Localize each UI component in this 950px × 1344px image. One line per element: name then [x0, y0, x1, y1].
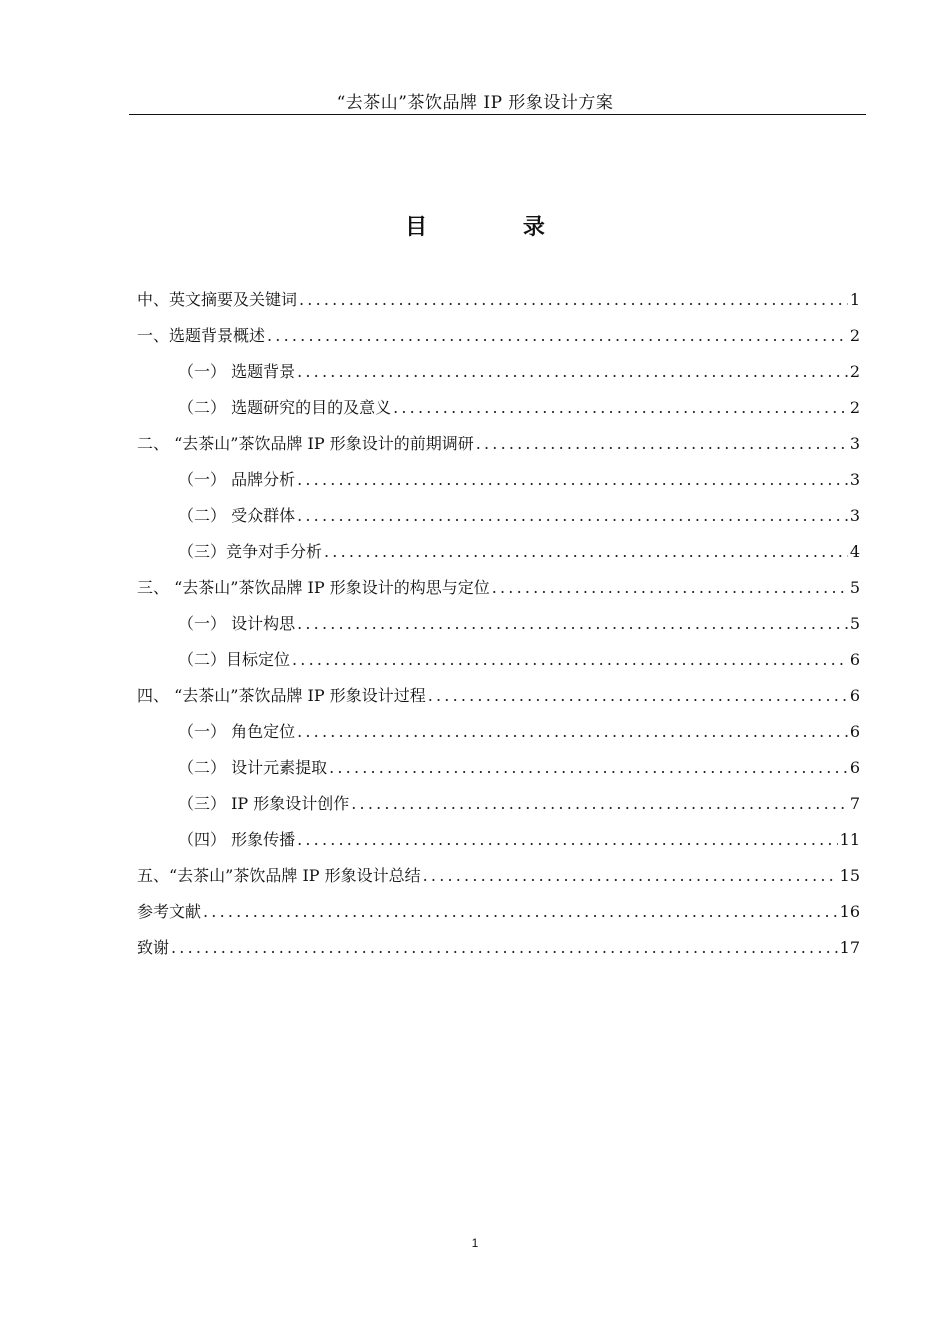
toc-dot-leader: [476, 431, 848, 457]
toc-entry-page-number: 6: [849, 650, 860, 669]
toc-entry-page-number: 16: [839, 902, 860, 921]
toc-entry-page-number: 6: [849, 722, 860, 741]
toc-entry[interactable]: [137, 431, 860, 467]
toc-entry[interactable]: [137, 935, 860, 971]
toc-dot-leader: [297, 611, 848, 637]
running-header-title: “去茶山”茶饮品牌 IP 形象设计方案: [336, 93, 614, 113]
table-of-contents: [137, 287, 860, 971]
toc-entry-page-number: 3: [849, 470, 860, 489]
toc-entry-label: 五、“去茶山”茶饮品牌 IP 形象设计总结: [137, 866, 421, 885]
toc-entry[interactable]: [137, 755, 860, 791]
toc-entry-label: （三）竞争对手分析: [178, 542, 323, 561]
toc-entry-page-number: 17: [839, 938, 860, 957]
toc-entry-page-number: 6: [849, 758, 860, 777]
toc-entry[interactable]: [137, 611, 860, 647]
toc-entry[interactable]: [137, 647, 860, 683]
toc-entry-label: （一） 角色定位: [178, 722, 296, 741]
toc-entry[interactable]: [137, 683, 860, 719]
toc-entry[interactable]: [137, 359, 860, 395]
toc-entry-page-number: 4: [849, 542, 860, 561]
toc-entry[interactable]: [137, 503, 860, 539]
toc-entry[interactable]: [137, 791, 860, 827]
toc-entry[interactable]: [137, 899, 860, 935]
toc-entry-page-number: 7: [849, 794, 860, 813]
toc-dot-leader: [329, 755, 848, 781]
toc-entry-page-number: 5: [849, 578, 860, 597]
toc-entry-label: （一） 品牌分析: [178, 470, 296, 489]
toc-entry[interactable]: [137, 467, 860, 503]
toc-entry-label: （三） IP 形象设计创作: [178, 794, 350, 813]
toc-entry[interactable]: [137, 575, 860, 611]
toc-entry[interactable]: [137, 827, 860, 863]
toc-dot-leader: [297, 719, 848, 745]
toc-entry-label: （四） 形象传播: [178, 830, 296, 849]
toc-entry-label: （一） 设计构思: [178, 614, 296, 633]
toc-title: 目 录: [405, 214, 589, 240]
toc-entry-label: （二） 选题研究的目的及意义: [178, 398, 392, 417]
toc-dot-leader: [324, 539, 848, 565]
toc-entry-label: 一、选题背景概述: [137, 326, 266, 345]
toc-entry-label: 参考文献: [137, 902, 202, 921]
toc-entry[interactable]: [137, 395, 860, 431]
toc-entry[interactable]: [137, 323, 860, 359]
toc-dot-leader: [297, 503, 848, 529]
toc-entry-page-number: 15: [839, 866, 860, 885]
toc-dot-leader: [351, 791, 848, 817]
toc-dot-leader: [428, 683, 848, 709]
toc-dot-leader: [423, 863, 838, 889]
toc-entry-label: 三、 “去茶山”茶饮品牌 IP 形象设计的构思与定位: [137, 578, 490, 597]
toc-entry[interactable]: [137, 863, 860, 899]
toc-entry-page-number: 1: [849, 290, 860, 309]
toc-dot-leader: [393, 395, 848, 421]
toc-entry-page-number: 2: [849, 362, 860, 381]
toc-entry-label: （二）目标定位: [178, 650, 291, 669]
toc-entry-page-number: 6: [849, 686, 860, 705]
toc-entry-page-number: 2: [849, 398, 860, 417]
toc-dot-leader: [267, 323, 848, 349]
toc-dot-leader: [297, 359, 848, 385]
toc-entry-label: 四、 “去茶山”茶饮品牌 IP 形象设计过程: [137, 686, 426, 705]
toc-entry[interactable]: [137, 719, 860, 755]
toc-dot-leader: [299, 287, 848, 313]
toc-entry-label: 二、 “去茶山”茶饮品牌 IP 形象设计的前期调研: [137, 434, 474, 453]
toc-entry-page-number: 3: [849, 506, 860, 525]
toc-entry-label: （一） 选题背景: [178, 362, 296, 381]
toc-entry-page-number: 2: [849, 326, 860, 345]
page-number: 1: [471, 1236, 479, 1250]
toc-entry[interactable]: [137, 287, 860, 323]
toc-dot-leader: [492, 575, 848, 601]
toc-entry-label: （二） 受众群体: [178, 506, 296, 525]
toc-entry-page-number: 11: [839, 830, 860, 849]
toc-entry-label: （二） 设计元素提取: [178, 758, 328, 777]
toc-dot-leader: [203, 899, 838, 925]
header-divider: [129, 114, 866, 115]
toc-dot-leader: [297, 827, 838, 853]
toc-dot-leader: [171, 935, 838, 961]
toc-entry-label: 中、英文摘要及关键词: [137, 290, 298, 309]
toc-entry-page-number: 5: [849, 614, 860, 633]
toc-entry-label: 致谢: [137, 938, 170, 957]
toc-entry[interactable]: [137, 539, 860, 575]
toc-dot-leader: [292, 647, 848, 673]
toc-entry-page-number: 3: [849, 434, 860, 453]
toc-dot-leader: [297, 467, 848, 493]
